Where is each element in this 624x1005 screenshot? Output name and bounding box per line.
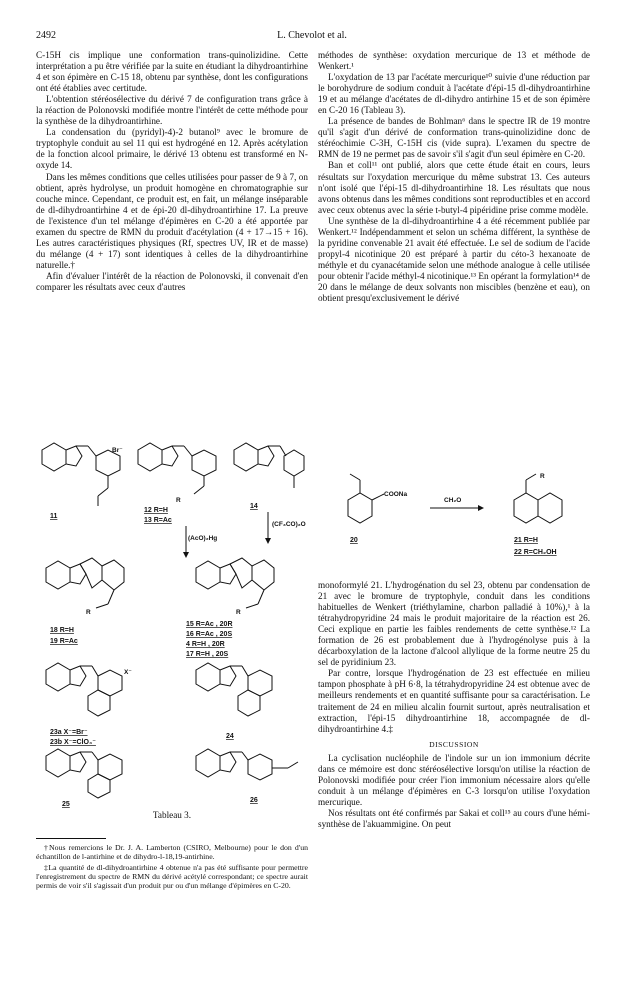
structure-25 [46, 749, 122, 808]
paragraph: méthodes de synthèse: oxydation mercurique de 13 et méthode de Wenkert.¹ [318, 50, 590, 72]
structure-20 [348, 474, 408, 544]
compound-number-25: 25 [62, 801, 70, 808]
structure-21-22 [514, 473, 562, 556]
compound-number-14: 14 [250, 503, 258, 510]
structure-14 [234, 443, 304, 510]
compound-number-24: 24 [226, 733, 234, 740]
footnote-rule [36, 838, 106, 839]
right-column-top [318, 50, 590, 304]
compound-number-20: 20 [350, 537, 358, 544]
compound-number-15: 15 R=Ac , 20R [186, 621, 233, 628]
page-number: 2492 [36, 30, 56, 41]
footnotes [36, 838, 308, 891]
running-head-authors: L. Chevolot et al. [277, 30, 347, 41]
footnote: ‡La quantité de dl-dihydroantirhine 4 obtenue n'a pas été suffisante pour permettre l'enregistrement du spectre de RMN du dérivé acétylé correspondant; ce spectre aurait permis de voir s'il s'agissait d'un produit pur ou d'un mélange d'épimères en C-20. [36, 862, 308, 891]
section-heading-discussion: DISCUSSION [429, 739, 479, 749]
compound-number-22: 22 R=CH₂OH [514, 549, 557, 556]
compound-number-11: 11 [50, 513, 58, 520]
formylation-drawing [318, 470, 590, 578]
reaction-scheme-formylation [318, 470, 590, 578]
r-label: R [176, 497, 181, 504]
structure-24 [196, 663, 272, 740]
compound-number-17: 17 R=H , 20S [186, 651, 229, 658]
running-header [36, 30, 588, 44]
table-caption: Tableau 3. [152, 810, 192, 820]
paragraph: Dans les mêmes conditions que celles utilisées pour passer de 9 à 7, on obtient, après hydrolyse, un produit homogène en chromatographie sur couche mince. Cependant, ce produit est, en fait, un mélange inséparable de dl-dihydroantirhine 4 et de épi-20 dl-dihydroantirhine 17. La preuve de l'existence d'un tel mélange d'épimères en C-20 a été apportée par examen du spectre de RMN du produit d'acétylation (4 + 17→15 + 16). Les autres caractéristiques physiques (Rf, spectres UV, IR et de masse) du mélange (4 + 17) sont identiques à celles de la dihydroantirhine naturelle.† [36, 171, 308, 270]
compound-number-12: 12 R=H [144, 507, 168, 514]
paragraph: Afin d'évaluer l'intérêt de la réaction de Polonovski, il convenait d'en comparer les résultats avec ceux d'autres [36, 270, 308, 292]
paragraph: L'obtention stéréosélective du dérivé 7 de configuration trans grâce à la réaction de Polonovski modifiée montre l'intérêt de cette méthode pour la synthèse de la dihydroantirhine. [36, 94, 308, 127]
structure-18-19 [46, 558, 124, 645]
compound-number-18: 18 R=H [50, 627, 74, 634]
left-column [36, 50, 308, 293]
reaction-scheme-tableau-3 [36, 438, 308, 808]
compound-number-21: 21 R=H [514, 537, 538, 544]
paragraph: La condensation du (pyridyl)-4)-2 butanol⁹ avec le bromure de tryptophyle conduit au sel 11 qui est hydrogéné en 12. Après acétylation de la fonction alcool primaire, le dérivé 13 obtenu est transformé en N-oxyde 14. [36, 127, 308, 171]
structure-15-16-4-17 [186, 558, 274, 658]
paragraph: Une synthèse de la dl-dihydroantirhine 4 a été récemment publiée par Wenkert.¹² Indépendamment et selon un schéma différent, la synthèse de la pyridine convenable 21 avait été effectuée. Le sel de sodium de l'acide propyl-4 nicotinique 20 est préparé à partir du céto-3 hexanoate de méthyle et du cyanacétamide selon une méthode analogue à celle utilisée pour obtenir l'acide méthyl-4 nicotinique.¹³ En opérant la formylation¹⁴ de 20 dans le mélange de deux solvants non miscibles (benzène et eau), on obtient presqu'exclusivement le dérivé [318, 215, 590, 304]
r-label: R [86, 609, 91, 616]
right-column-bottom [318, 580, 590, 830]
compound-number-4: 4 R=H , 20R [186, 641, 225, 648]
structure-26 [196, 749, 298, 804]
structure-23 [46, 663, 132, 746]
compound-number-16: 16 R=Ac , 20S [186, 631, 233, 638]
compound-number-26: 26 [250, 797, 258, 804]
compound-number-23a: 23a X⁻=Br⁻ [50, 729, 88, 736]
structure-12-13 [138, 443, 216, 524]
paragraph: L'oxydation de 13 par l'acétate mercurique¹⁰ suivie d'une réduction par le borohydrure de sodium conduit à l'acétate d'épi-15 dl-dihydroantirhine 19 et au mélange d'acétates de dl-dihydro antirhine 15 et de son épimère en C-20 16 (Tableau 3). [318, 72, 590, 116]
structure-11 [42, 443, 123, 520]
scheme-drawing [36, 438, 308, 808]
r-label: R [236, 609, 241, 616]
r-label: R [540, 473, 545, 480]
bromide-label: Br⁻ [112, 447, 123, 454]
counter-ion-label: X⁻ [124, 669, 132, 676]
footnote: †Nous remercions le Dr. J. A. Lamberton (CSIRO, Melbourne) pour le don d'un échantillon de l-antirhine et de dihydro-l-18,19-antirhine. [36, 843, 308, 862]
reagent-ch2o-label: CH₂O [444, 497, 462, 504]
paragraph: Par contre, lorsque l'hydrogénation de 23 est effectuée en milieu tampon phosphate à pH 6·8, la tétrahydropyridine 24 est obtenue avec de meilleurs rendements et en quantité suffisante pour sa caractérisation. Le traitement de 24 en milieu alcalin fournit surtout, après neutralisation et extraction, l'épi-15 dihydroantirhine 18, accompagnée de dl-dihydroantirhine 4.‡ [318, 668, 590, 734]
paragraph: Nos résultats ont été confirmés par Sakai et coll¹⁵ au cours d'une hémi-synthèse de l'akuammigine. On peut [318, 807, 590, 829]
reagent-hg-label: (AcO)₂Hg [188, 535, 218, 542]
compound-number-13: 13 R=Ac [144, 517, 172, 524]
paragraph: monoformylé 21. L'hydrogénation du sel 23, obtenu par condensation de 21 avec le bromure de tryptophyle, conduit dans les conditions habituelles de Wenkert (triéthylamine, charbon palladié à 10%),¹ à la tétrahydropyridine 24 mais le produit majoritaire de la réaction est 26. Ceci explique en partie les faibles rendements de cette synthèse.¹² La formation de 26 est probablement due à l'hydrogénolyse puis à la décarboxylation de la lactone d'alcool allylique de la forme neutre 25 du sel de pyridinium 23. [318, 580, 590, 668]
paragraph: Ban et coll¹¹ ont publié, alors que cette étude était en cours, leurs résultats sur l'oxydation mercurique du même substrat 13. Ces auteurs n'ont isolé que l'épi-15 dl-dihydroantirhine 18. Les résultats que nous avons obtenus dans les mêmes conditions sont reproductibles et en accord avec ceux obtenus avec la série t-butyl-4 pipéridine prise comme modèle. [318, 160, 590, 215]
reagent-cf3-label: (CF₃CO)₂O [272, 521, 306, 528]
coona-label: COONa [384, 491, 408, 498]
compound-number-19: 19 R=Ac [50, 638, 78, 645]
paragraph: La cyclisation nucléophile de l'indole sur un ion immonium décrite dans ce mémoire est donc stéréosélective lorsqu'on utilise la réaction de Polonovski modifiée pour créer l'ion immonium nécessaire alors qu'elle conduit à un mélange d'épimères en C-3 lorsqu'on utilise l'oxydation mercurique. [318, 752, 590, 807]
paragraph: C-15H cis implique une conformation trans-quinolizidine. Cette interprétation a pu être vérifiée par la suite en étudiant la dihydroantirhine 4 et son épimère en C-15 18, obtenu par synthèse, dont les configurations ont été établies avec certitude. [36, 50, 308, 94]
paragraph: La présence de bandes de Bohlman⁶ dans le spectre IR de 19 montre qu'il s'agit d'un dérivé de conformation trans-quinolizidine donc de stéréochimie C-3H, C-15H cis (vide supra). L'examen du spectre de RMN de 19 ne permet pas de savoir s'il s'agit d'un seul épimère en C-20. [318, 116, 590, 160]
compound-number-23b: 23b X⁻=ClO₄⁻ [50, 739, 96, 746]
